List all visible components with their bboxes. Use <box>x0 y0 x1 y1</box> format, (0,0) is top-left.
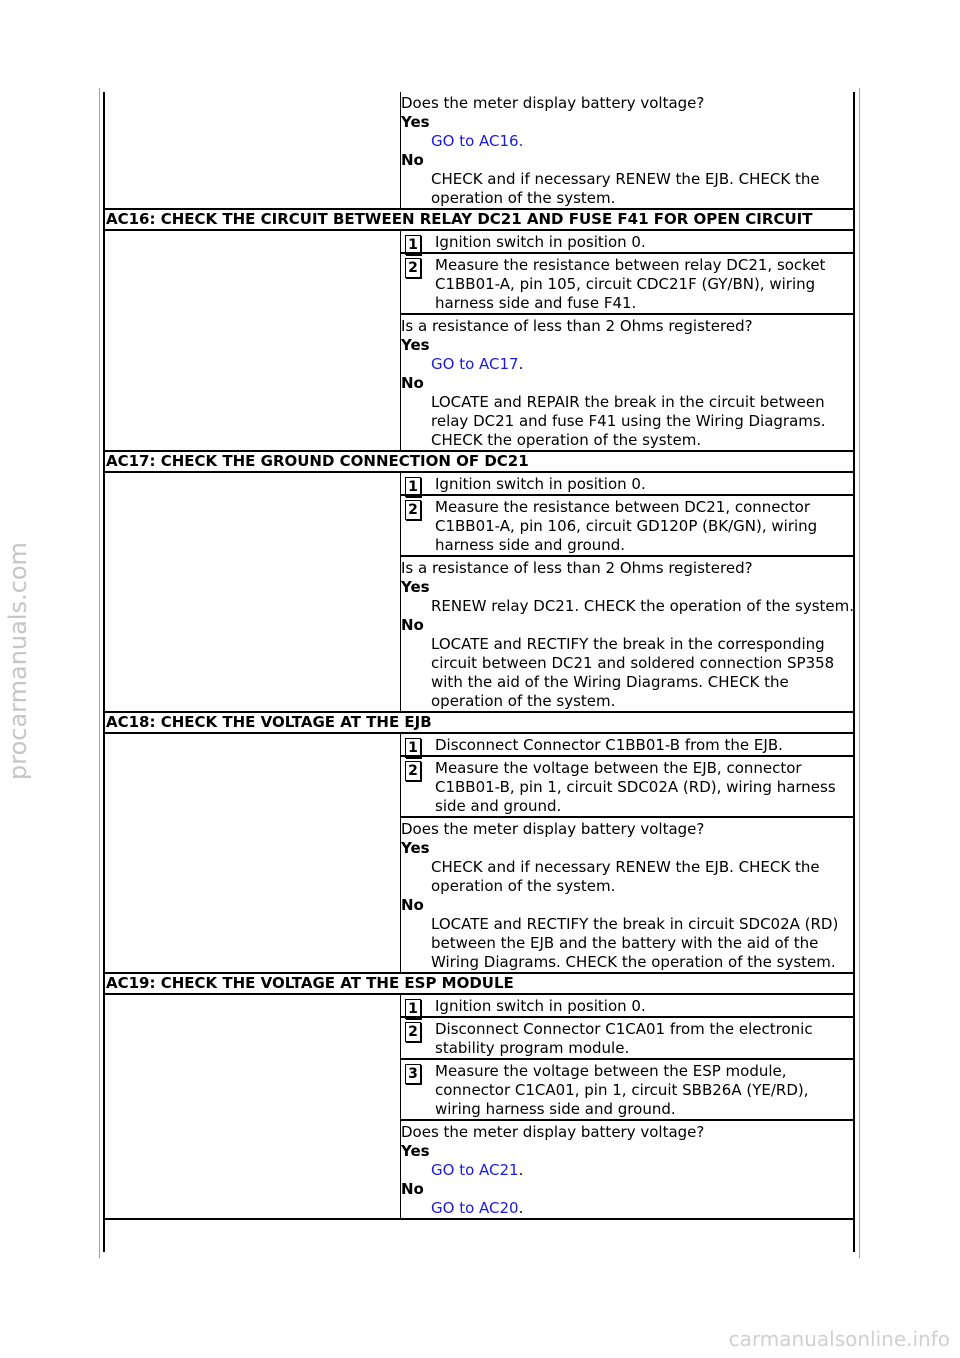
step-number: 1 <box>405 235 421 255</box>
ac17-header: AC17: CHECK THE GROUND CONNECTION OF DC21 <box>104 452 854 473</box>
side-watermark: procarmanuals.com <box>4 542 32 780</box>
block-top <box>104 92 854 210</box>
block-ac18 <box>104 734 854 974</box>
image-cell <box>104 734 401 972</box>
question-cell <box>401 557 854 711</box>
link-suffix: . <box>518 355 524 373</box>
question-text: Is a resistance of less than 2 Ohms registered? <box>401 559 753 577</box>
step-text: Ignition switch in position 0. <box>435 475 646 493</box>
step-row <box>401 1060 854 1121</box>
step-row <box>401 1018 854 1060</box>
no-answer: LOCATE and REPAIR the break in the circuit between relay DC21 and fuse F41 using the Wiring Diagrams. CHECK the operation of the system. <box>431 393 826 449</box>
no-answer: LOCATE and RECTIFY the break in the corresponding circuit between DC21 and soldered connection SP358 with the aid of the Wiring Diagrams. CHECK the operation of the system. <box>431 635 835 710</box>
step-row <box>401 734 854 757</box>
question-text: Does the meter display battery voltage? <box>401 820 705 838</box>
yes-label: Yes <box>401 336 430 354</box>
goto-ac20-link[interactable]: GO to AC20 <box>431 1199 519 1217</box>
step-number: 3 <box>405 1064 421 1084</box>
goto-ac16-link[interactable]: GO to AC16. <box>431 132 524 150</box>
link-suffix: . <box>518 1161 524 1179</box>
block-ac16 <box>104 231 854 452</box>
no-label: No <box>401 151 424 169</box>
no-label: No <box>401 616 424 634</box>
question-cell <box>401 92 854 208</box>
footer-watermark: carmanualsonline.info <box>728 1327 950 1351</box>
yes-label: Yes <box>401 113 430 131</box>
step-row <box>401 496 854 557</box>
step-row <box>401 757 854 818</box>
step-number: 2 <box>405 761 421 781</box>
no-answer: LOCATE and RECTIFY the break in circuit SDC02A (RD) between the EJB and the battery with the aid of the Wiring Diagrams. CHECK the operation of the system. <box>431 915 839 971</box>
frame-right-blue <box>859 88 860 1258</box>
step-number: 2 <box>405 258 421 278</box>
step-text: Measure the resistance between relay DC21, socket C1BB01-A, pin 105, circuit CDC21F (GY/BN), wiring harness side and fuse F41. <box>435 256 826 312</box>
question-text: Does the meter display battery voltage? <box>401 1123 705 1141</box>
step-number: 2 <box>405 500 421 520</box>
question-cell <box>401 315 854 450</box>
step-row <box>401 473 854 496</box>
step-text: Ignition switch in position 0. <box>435 997 646 1015</box>
yes-label: Yes <box>401 578 430 596</box>
ac16-header: AC16: CHECK THE CIRCUIT BETWEEN RELAY DC21 AND FUSE F41 FOR OPEN CIRCUIT <box>104 210 854 231</box>
step-number: 2 <box>405 1022 421 1042</box>
image-cell <box>104 92 401 208</box>
step-text: Disconnect Connector C1BB01-B from the EJB. <box>435 736 783 754</box>
yes-label: Yes <box>401 1142 430 1160</box>
step-row <box>401 231 854 254</box>
no-label: No <box>401 374 424 392</box>
no-label: No <box>401 1180 424 1198</box>
step-text: Measure the voltage between the ESP module, connector C1CA01, pin 1, circuit SBB26A (YE/RD), wiring harness side and ground. <box>435 1062 809 1118</box>
goto-ac21-link[interactable]: GO to AC21 <box>431 1161 519 1179</box>
ac18-header: AC18: CHECK THE VOLTAGE AT THE EJB <box>104 713 854 734</box>
frame-left-blue <box>99 88 100 1258</box>
yes-answer: CHECK and if necessary RENEW the EJB. CHECK the operation of the system. <box>431 858 820 895</box>
no-label: No <box>401 896 424 914</box>
link-suffix: . <box>518 1199 524 1217</box>
no-answer: CHECK and if necessary RENEW the EJB. CHECK the operation of the system. <box>431 170 820 207</box>
yes-label: Yes <box>401 839 430 857</box>
block-ac17 <box>104 473 854 713</box>
step-text: Disconnect Connector C1CA01 from the electronic stability program module. <box>435 1020 813 1057</box>
question-text: Is a resistance of less than 2 Ohms registered? <box>401 317 753 335</box>
step-number: 1 <box>405 477 421 497</box>
step-text: Measure the resistance between DC21, connector C1BB01-A, pin 106, circuit GD120P (BK/GN), wiring harness side and ground. <box>435 498 818 554</box>
step-text: Measure the voltage between the EJB, connector C1BB01-B, pin 1, circuit SDC02A (RD), wiring harness side and ground. <box>435 759 836 815</box>
ac19-header: AC19: CHECK THE VOLTAGE AT THE ESP MODULE <box>104 974 854 995</box>
step-text: Ignition switch in position 0. <box>435 233 646 251</box>
diagnostic-table <box>104 92 854 1220</box>
block-ac19 <box>104 995 854 1220</box>
step-number: 1 <box>405 999 421 1019</box>
question-cell <box>401 1121 854 1218</box>
image-cell <box>104 995 401 1218</box>
question-text: Does the meter display battery voltage? <box>401 94 705 112</box>
question-cell <box>401 818 854 972</box>
step-number: 1 <box>405 738 421 758</box>
yes-answer: RENEW relay DC21. CHECK the operation of the system. <box>431 597 855 615</box>
image-cell <box>104 231 401 450</box>
step-row <box>401 995 854 1018</box>
goto-ac17-link[interactable]: GO to AC17 <box>431 355 519 373</box>
image-cell <box>104 473 401 711</box>
step-row <box>401 254 854 315</box>
